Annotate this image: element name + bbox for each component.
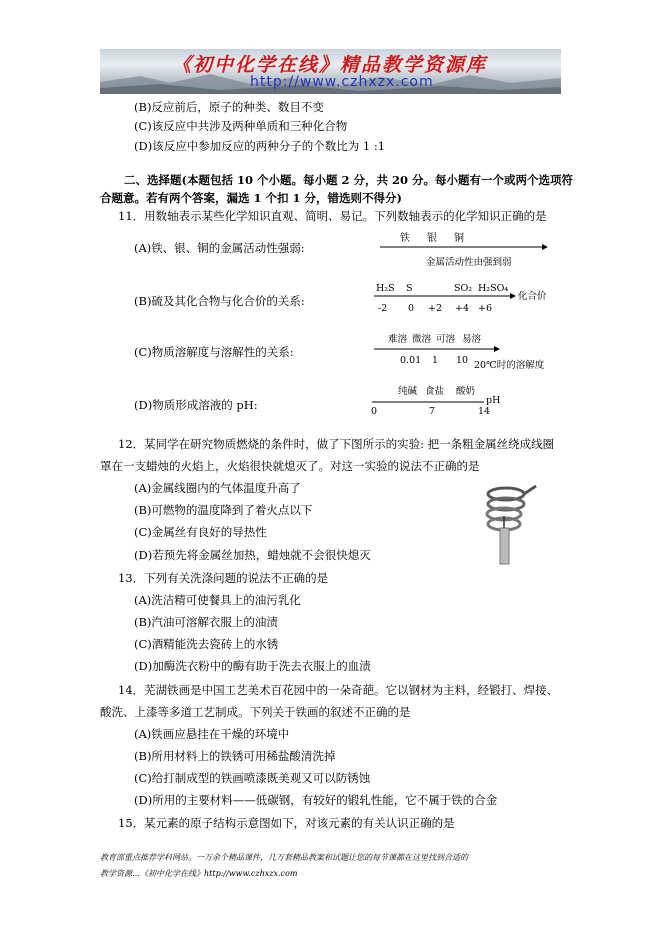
q11-c-number-line: [370, 330, 560, 372]
q11-c-axis-label: 20℃时的溶解度: [474, 360, 545, 371]
q11-c-class-very: 易溶: [462, 334, 482, 345]
q11-a-caption: 金属活动性由强到弱: [426, 257, 512, 268]
q11-option-a-label: (A)铁、银、铜的金属活动性强弱:: [134, 241, 305, 255]
q14-stem-line1: 14．芜湖铁画是中国工艺美术百花园中的一朵奇葩。它以钢材为主料，经锻打、焊接、: [118, 683, 559, 697]
q11-b-species-so2: SO₂: [454, 283, 473, 294]
q11-a-tick-cu: 铜: [454, 233, 464, 244]
q14-option-a: (A)铁画应悬挂在干燥的环境中: [134, 727, 290, 741]
q11-c-value-1: 1: [432, 355, 439, 366]
q11-d-substance-yogurt: 酸奶: [456, 386, 476, 397]
q11-b-axis-label: 化合价: [518, 291, 547, 302]
q14-stem-line2: 酸洗、上漆等多道工艺制成。下列关于铁画的叙述不正确的是: [100, 705, 411, 719]
footer-line2[interactable]: 教学资源…《初中化学在线》http://www.czhxzx.com: [100, 869, 298, 878]
q11-a-tick-ag: 银: [427, 233, 437, 244]
q14-option-b: (B)所用材料上的铁锈可用稀盐酸清洗掉: [134, 749, 336, 763]
q11-d-axis-label: pH: [486, 395, 501, 406]
q11-c-class-slightly: 微溶: [412, 334, 432, 345]
q11-b-value-0: 0: [408, 303, 415, 314]
q11-a-number-line: [370, 228, 550, 268]
q11-b-value-p6: +6: [478, 303, 493, 314]
q15-stem: 15．某元素的原子结构示意图如下，对该元素的有关认识正确的是: [118, 816, 455, 830]
section-heading-line1: 二、选择题(本题包括 10 个小题。每小题 2 分，共 20 分。每小题有一个或两个选项符: [124, 173, 573, 187]
q14-option-d: (D)所用的主要材料——低碳钢，有较好的锻轧性能，它不属于铁的合金: [134, 793, 498, 807]
q13-option-b: (B)汽油可溶解衣服上的油渍: [134, 615, 278, 629]
q13-option-c: (C)酒精能洗去瓷砖上的水锈: [134, 637, 279, 651]
header-banner: [100, 49, 561, 94]
q11-b-species-s: S: [406, 283, 413, 294]
q12-option-d: (D)若预先将金属丝加热，蜡烛就不会很快熄灭: [134, 548, 371, 562]
q11-b-value-m2: -2: [378, 303, 388, 314]
q11-option-c-label: (C)物质溶解度与溶解性的关系:: [134, 345, 294, 359]
q11-b-value-p2: +2: [428, 303, 443, 314]
q11-c-value-001: 0.01: [400, 355, 422, 366]
q11-d-value-14: 14: [478, 406, 491, 417]
q11-b-species-h2so4: H₂SO₄: [478, 283, 509, 294]
q13-stem: 13．下列有关洗涤问题的说法不正确的是: [118, 571, 329, 585]
q13-option-d: (D)加酶洗衣粉中的酶有助于洗去衣服上的血渍: [134, 659, 371, 673]
q11-b-number-line: [370, 278, 565, 318]
banner-title: 《初中化学在线》精品教学资源库: [172, 54, 488, 76]
q11-b-value-p4: +4: [455, 303, 470, 314]
q11-b-species-h2s: H₂S: [376, 283, 395, 294]
q11-d-value-0: 0: [371, 406, 378, 417]
q11-stem: 11．用数轴表示某些化学知识直观、简明、易记。下列数轴表示的化学知识正确的是: [118, 209, 547, 223]
q12-option-a: (A)金属线圈内的气体温度升高了: [134, 481, 301, 495]
q12-stem-line1: 12．某同学在研究物质燃烧的条件时，做了下图所示的实验: 把一条粗金属丝绕成线圈: [118, 437, 555, 451]
prev-option-b: (B)反应前后，原子的种类、数目不变: [134, 100, 324, 114]
footer-line1: 教育部重点推荐学科网站。一万余个精品课件，几万套精品教案和试题让您的每节课都在这里找到合适的: [100, 853, 468, 862]
q13-option-a: (A)洗洁精可使餐具上的油污乳化: [134, 593, 301, 607]
q11-c-class-insoluble: 难溶: [388, 334, 408, 345]
coil-candle-figure-icon: [474, 476, 540, 568]
q12-stem-line2: 罩在一支蜡烛的火焰上，火焰很快就熄灭了。对这一实验的说法不正确的是: [100, 459, 480, 473]
section-heading-line2: 合题意。若有两个答案，漏选 1 个扣 1 分，错选则不得分): [100, 191, 402, 205]
q11-option-b-label: (B)硫及其化合物与化合价的关系:: [134, 294, 305, 308]
prev-option-c: (C)该反应中共涉及两种单质和三种化合物: [134, 119, 348, 133]
q11-option-d-label: (D)物质形成溶液的 pH:: [134, 398, 258, 412]
q11-c-class-soluble: 可溶: [436, 334, 456, 345]
banner-url[interactable]: http://www.czhxzx.com: [250, 74, 434, 90]
q11-d-number-line: [368, 382, 518, 422]
q11-d-value-7: 7: [429, 406, 436, 417]
q12-option-c: (C)金属丝有良好的导热性: [134, 525, 267, 539]
q11-c-value-10: 10: [456, 355, 469, 366]
q14-option-c: (C)给打制成型的铁画喷漆既美观又可以防锈蚀: [134, 771, 371, 785]
prev-option-d: (D)该反应中参加反应的两种分子的个数比为 1 :1: [134, 139, 386, 153]
q11-a-tick-fe: 铁: [400, 233, 410, 244]
q11-d-substance-soda: 纯碱: [398, 386, 418, 397]
q11-d-substance-salt: 食盐: [425, 386, 445, 397]
q12-option-b: (B)可燃物的温度降到了着火点以下: [134, 503, 313, 517]
